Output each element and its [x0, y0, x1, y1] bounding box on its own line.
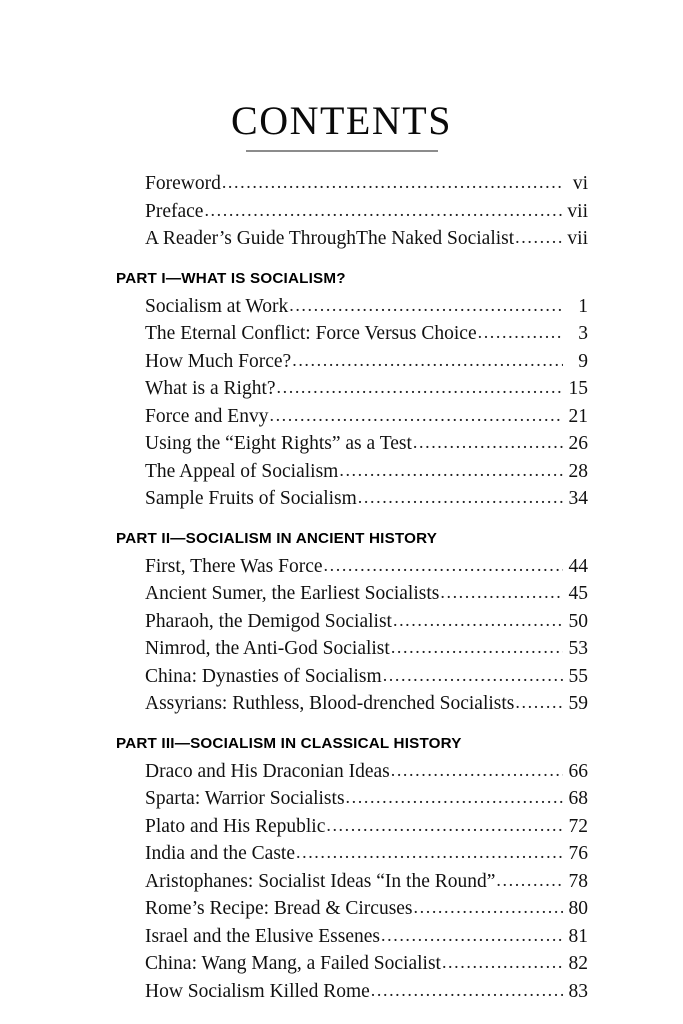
toc-entry[interactable]	[116, 785, 588, 813]
part-heading: PART I—WHAT IS SOCIALISM?	[116, 269, 346, 287]
toc-entry-title: How Socialism Killed Rome	[145, 980, 370, 1002]
dot-leader	[393, 611, 563, 629]
toc-entry-page-number: 45	[568, 583, 588, 604]
toc-entry-title: China: Dynasties of Socialism	[145, 665, 382, 687]
toc-entry-title: Plato and His Republic	[145, 815, 326, 837]
toc-entry-page-number: 72	[568, 815, 588, 837]
toc-entry[interactable]	[116, 170, 588, 198]
dot-leader	[277, 378, 563, 396]
part-heading: PART III—SOCIALISM IN CLASSICAL HISTORY	[116, 734, 462, 752]
toc-entry-page-number: 55	[568, 665, 588, 687]
toc-entry-title: Aristophanes: Socialist Ideas “In the Round”	[145, 870, 496, 892]
toc-entry[interactable]	[116, 635, 588, 663]
toc-entry[interactable]	[116, 608, 588, 636]
toc-entry-title: China: Wang Mang, a Failed Socialist	[145, 953, 441, 974]
dot-leader	[442, 953, 563, 971]
toc-entry-title: Sparta: Warrior Socialists	[145, 788, 345, 809]
dot-leader	[326, 816, 563, 834]
page-title: CONTENTS	[231, 98, 452, 143]
dot-leader	[292, 351, 563, 369]
toc-entries-container	[0, 170, 683, 1005]
part-heading: PART II—SOCIALISM IN ANCIENT HISTORY	[116, 529, 438, 547]
toc-entry-title: First, There Was Force	[145, 555, 323, 577]
toc-entry-page-number: 66	[568, 760, 588, 782]
dot-leader	[289, 296, 563, 314]
toc-entry-page-number: 44	[568, 555, 588, 577]
toc-entry-page-number: 34	[568, 488, 588, 509]
toc-entry-page-number: 76	[568, 843, 588, 864]
toc-entry-title: Pharaoh, the Demigod Socialist	[145, 610, 392, 632]
toc-entry-title: Draco and His Draconian Ideas	[145, 760, 390, 782]
toc-entry-page-number: vii	[567, 228, 588, 249]
toc-entry-page-number: 3	[578, 323, 588, 344]
toc-entry-page-number: 80	[568, 898, 588, 919]
toc-entry-title: India and the Caste	[145, 843, 295, 864]
toc-entry-page-number: vii	[567, 200, 588, 222]
dot-leader	[222, 173, 563, 191]
toc-entry-title: What is a Right?	[145, 378, 276, 399]
toc-entry-page-number: 68	[568, 788, 588, 809]
toc-entry[interactable]	[116, 485, 588, 513]
toc-entry[interactable]	[116, 553, 588, 581]
toc-entry-title: Foreword	[145, 173, 221, 194]
toc-entry-page-number: 15	[568, 378, 588, 399]
toc-entry-page-number: 50	[568, 610, 588, 632]
toc-entry[interactable]	[116, 758, 588, 786]
dot-leader	[296, 843, 563, 861]
dot-leader	[371, 981, 563, 999]
title-underline-rule	[246, 150, 438, 152]
toc-entry-title: Nimrod, the Anti-God Socialist	[145, 638, 390, 659]
dot-leader	[414, 898, 563, 916]
toc-entry[interactable]	[116, 895, 588, 923]
toc-entry[interactable]	[116, 580, 588, 608]
toc-entry-page-number: 21	[568, 405, 588, 427]
toc-entry-title-italic: The Naked Socialist	[356, 228, 515, 249]
dot-leader	[324, 556, 563, 574]
toc-entry-title: Assyrians: Ruthless, Blood-drenched Socialists	[145, 693, 515, 714]
toc-entry[interactable]	[116, 348, 588, 376]
dot-leader	[478, 323, 563, 341]
toc-entry[interactable]	[116, 840, 588, 868]
dot-leader	[204, 201, 563, 219]
toc-entry-title: Rome’s Recipe: Bread & Circuses	[145, 898, 413, 919]
dot-leader	[440, 583, 563, 601]
toc-entry[interactable]	[116, 950, 588, 978]
toc-entry-page-number: 28	[568, 460, 588, 482]
toc-entry-title: A Reader’s Guide Through	[145, 228, 357, 249]
dot-leader	[346, 788, 563, 806]
toc-entry[interactable]	[116, 225, 588, 253]
toc-entry-page-number: 82	[568, 953, 588, 974]
toc-entry[interactable]	[116, 320, 588, 348]
toc-entry-title: Socialism at Work	[145, 295, 289, 317]
toc-entry-title: Sample Fruits of Socialism	[145, 488, 357, 509]
toc-entry-page-number: 59	[568, 693, 588, 714]
toc-entry[interactable]	[116, 375, 588, 403]
toc-entry[interactable]	[116, 868, 588, 896]
parts-group	[116, 253, 588, 1006]
dot-leader	[515, 693, 563, 711]
toc-entry[interactable]	[116, 813, 588, 841]
front-matter-group	[116, 170, 588, 253]
toc-entry-title: Ancient Sumer, the Earliest Socialists	[145, 583, 440, 604]
toc-entry-page-number: 53	[568, 638, 588, 659]
toc-entry-title: The Appeal of Socialism	[145, 460, 339, 482]
toc-entry[interactable]	[116, 690, 588, 718]
toc-entry-title: The Eternal Conflict: Force Versus Choice	[145, 323, 477, 344]
toc-entry-page-number: 78	[568, 870, 588, 892]
dot-leader	[391, 638, 563, 656]
dot-leader	[383, 666, 563, 684]
dot-leader	[515, 228, 563, 246]
toc-entry[interactable]	[116, 663, 588, 691]
dot-leader	[413, 433, 563, 451]
dot-leader	[381, 926, 563, 944]
toc-entry-page-number: 1	[578, 295, 588, 317]
toc-entry-page-number: 26	[568, 433, 588, 454]
toc-entry-page-number: 83	[568, 980, 588, 1002]
toc-entry-title: Preface	[145, 200, 204, 222]
dot-leader	[496, 871, 563, 889]
toc-entry[interactable]	[116, 978, 588, 1006]
toc-entry-title: Israel and the Elusive Essenes	[145, 925, 381, 947]
toc-entry[interactable]	[116, 198, 588, 226]
dot-leader	[358, 488, 563, 506]
dot-leader	[339, 461, 563, 479]
dot-leader	[391, 761, 563, 779]
toc-entry-title: Using the “Eight Rights” as a Test	[145, 433, 412, 454]
toc-entry[interactable]	[116, 403, 588, 431]
toc-entry[interactable]	[116, 458, 588, 486]
toc-entry[interactable]	[116, 430, 588, 458]
toc-entry-page-number: vi	[572, 173, 588, 194]
toc-entry-title: Force and Envy	[145, 405, 269, 427]
dot-leader	[269, 406, 563, 424]
toc-entry[interactable]	[116, 923, 588, 951]
toc-entry-page-number: 9	[578, 350, 588, 372]
toc-entry-title: How Much Force?	[145, 350, 292, 372]
toc-entry[interactable]	[116, 293, 588, 321]
toc-entry-page-number: 81	[568, 925, 588, 947]
